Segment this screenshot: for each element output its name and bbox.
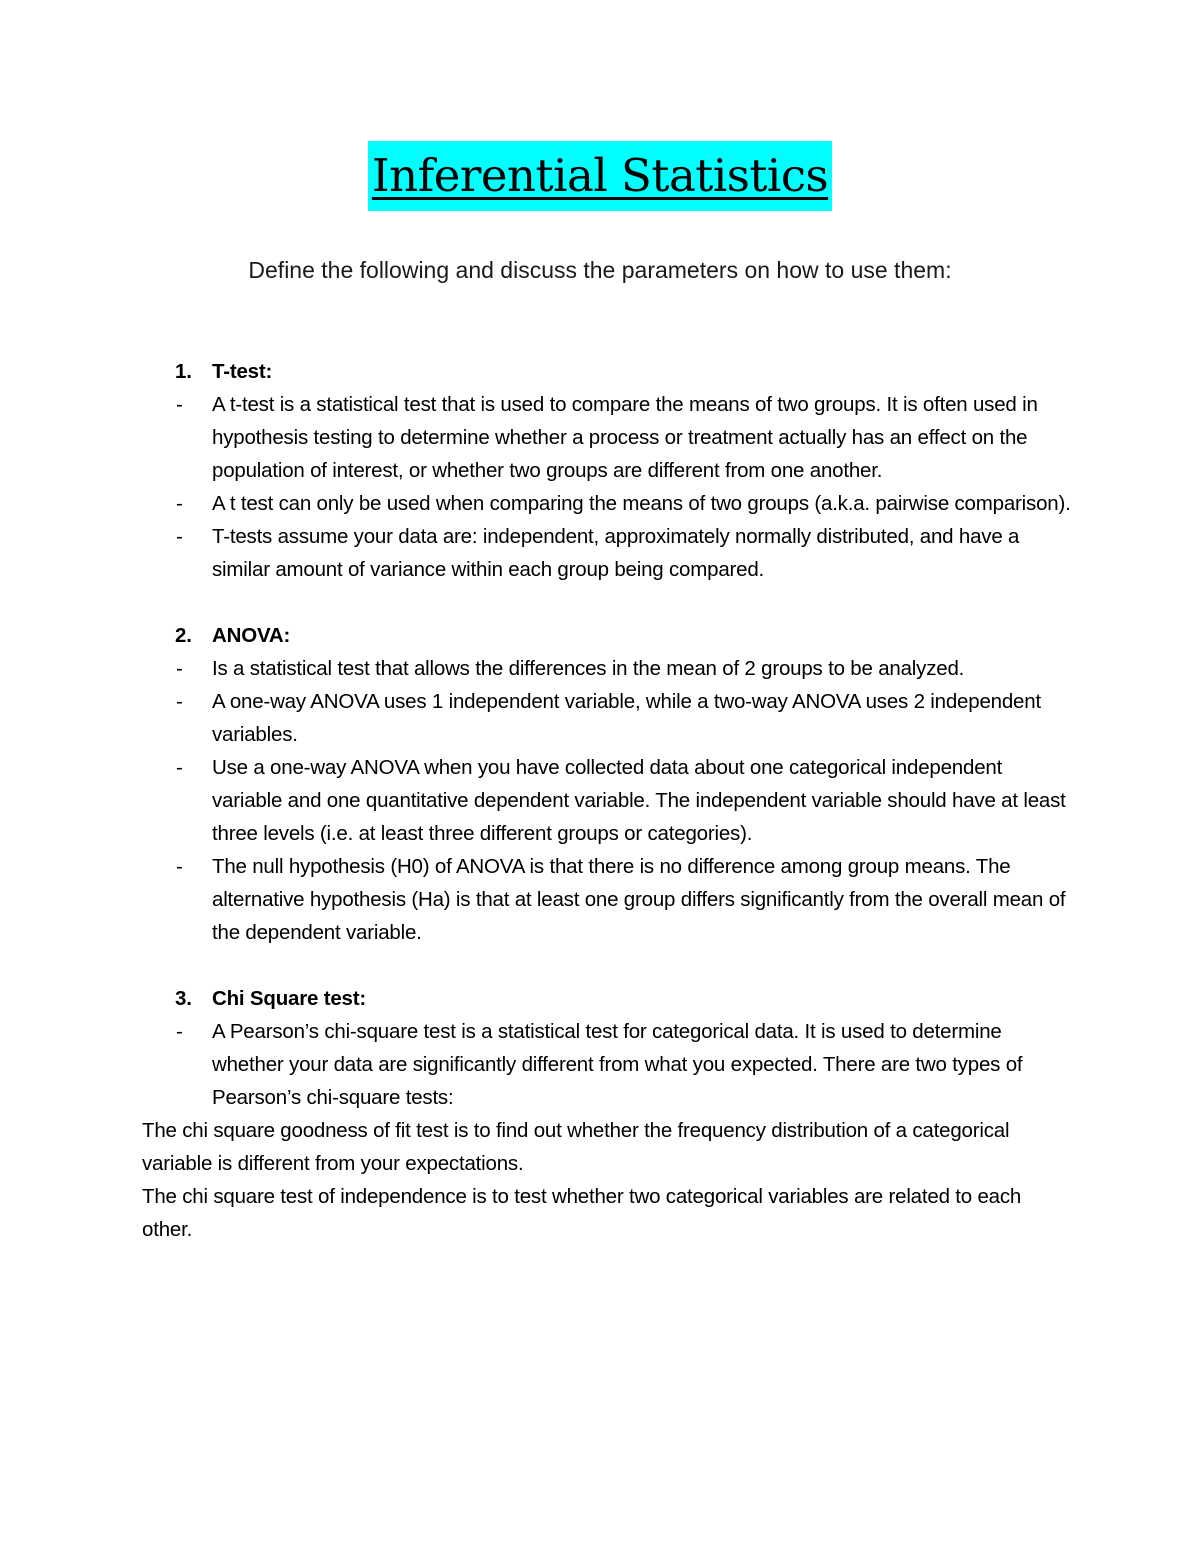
bullet-text: A t test can only be used when comparing the means of two groups (a.k.a. pairwise comparison). (212, 492, 1071, 515)
bullet-marker: - (176, 492, 183, 515)
bullet-text: A one-way ANOVA uses 1 independent variable, while a two-way ANOVA uses 2 independent variables. (212, 690, 1041, 746)
bullet-marker: - (176, 855, 183, 878)
list-item (142, 487, 1072, 520)
section-number: 3. (175, 987, 192, 1010)
list-item (142, 850, 1072, 949)
document-body (142, 355, 1072, 1246)
section-title: Chi Square test: (212, 987, 366, 1010)
bullet-text: The null hypothesis (H0) of ANOVA is that there is no difference among group means. The alternative hypothesis (Ha) is that at least one group differs significantly from the overall mean of the dependent variable. (212, 855, 1066, 944)
bullet-text: Use a one-way ANOVA when you have collected data about one categorical independent variable and one quantitative dependent variable. The independent variable should have at least three levels (i.e. at least three different groups or categories). (212, 756, 1066, 845)
list-item (142, 1015, 1072, 1114)
paragraph-independence: The chi square test of independence is to test whether two categorical variables are related to each other. (142, 1185, 1022, 1241)
section-number: 2. (175, 624, 192, 647)
list-item (142, 520, 1072, 586)
bullet-marker: - (176, 756, 183, 779)
page-subtitle: Define the following and discuss the parameters on how to use them: (248, 257, 952, 283)
section-heading (142, 619, 1072, 652)
list-item (142, 652, 1072, 685)
section-chi-square (142, 982, 1072, 1246)
section-number: 1. (175, 360, 192, 383)
section-title: T-test: (212, 360, 273, 383)
list-item (142, 685, 1072, 751)
bullet-marker: - (176, 657, 183, 680)
bullet-marker: - (176, 690, 183, 713)
page-title: Inferential Statistics (368, 141, 832, 211)
section-heading (142, 355, 1072, 388)
bullet-marker: - (176, 1020, 183, 1043)
bullet-marker: - (176, 393, 183, 416)
list-item (142, 751, 1072, 850)
bullet-text: A Pearson’s chi-square test is a statistical test for categorical data. It is used to determine whether your data are significantly different from what you expected. There are two types of Pearson’s chi-square tests: (212, 1020, 1023, 1109)
list-item (142, 388, 1072, 487)
section-anova (142, 619, 1072, 949)
bullet-text: A t-test is a statistical test that is used to compare the means of two groups. It is often used in hypothesis testing to determine whether a process or treatment actually has an effect on the population of interest, or whether two groups are different from one another. (212, 393, 1038, 482)
bullet-text: Is a statistical test that allows the differences in the mean of 2 groups to be analyzed. (212, 657, 965, 680)
section-t-test (142, 355, 1072, 586)
section-title: ANOVA: (212, 624, 291, 647)
bullet-marker: - (176, 525, 183, 548)
section-heading (142, 982, 1072, 1015)
paragraph-goodness-of-fit: The chi square goodness of fit test is to find out whether the frequency distribution of a categorical variable is different from your expectations. (142, 1119, 1010, 1175)
bullet-text: T-tests assume your data are: independent, approximately normally distributed, and have a similar amount of variance within each group being compared. (212, 525, 1020, 581)
title-wrap (0, 141, 1200, 211)
